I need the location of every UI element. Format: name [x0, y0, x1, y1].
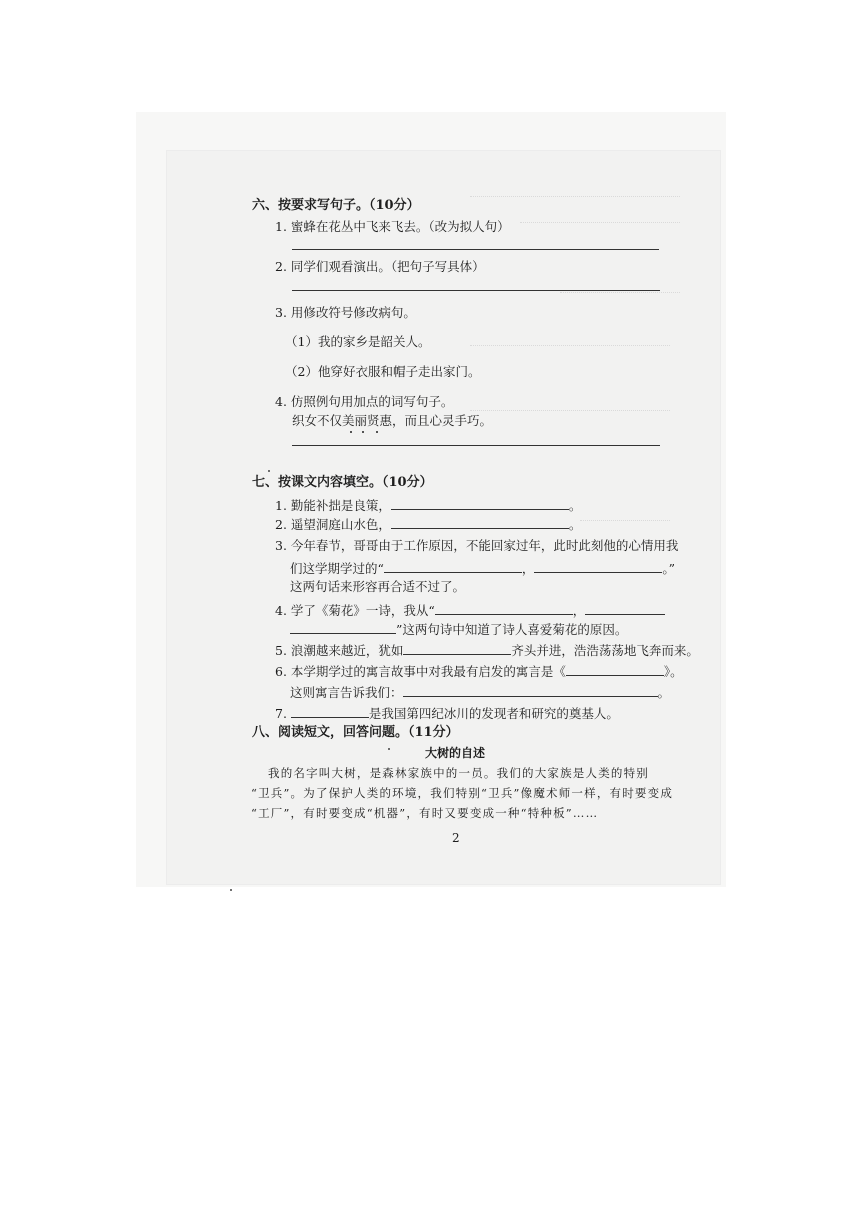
s7-q3-comma: ，	[521, 561, 535, 576]
s7-q5-blank[interactable]	[403, 641, 511, 655]
s7-q1-end: 。	[568, 498, 582, 513]
section-7-title: 七、按课文内容填空。（10分）	[252, 475, 433, 490]
s7-q1	[275, 496, 581, 514]
section-6-title: 六、按要求写句子。（10分）	[252, 198, 420, 213]
s7-q6-blank-1[interactable]	[566, 662, 664, 676]
emphasis-dot	[362, 431, 364, 433]
s7-q6-line2	[290, 683, 670, 701]
s7-q4-comma: ，	[572, 603, 586, 618]
s7-q5-tail: 齐头并进，浩浩荡荡地飞奔而来。	[511, 643, 699, 658]
s7-q2-blank[interactable]	[391, 515, 569, 529]
s7-q2-end: 。	[568, 517, 582, 532]
s7-q6-end: 。	[657, 685, 671, 700]
scan-speck	[268, 470, 270, 472]
s7-q6-lesson-prompt: 这则寓言告诉我们：	[290, 685, 403, 700]
s7-q6-blank-2[interactable]	[403, 683, 658, 697]
passage-line-3: “工厂”，有时要变成“机器”，有时又要变成一种“特种板”……	[251, 806, 599, 820]
s6-q3b-text: （2）他穿好衣服和帽子走出家门。	[285, 364, 481, 379]
s6-q3a-text: （1）我的家乡是韶关人。	[285, 334, 431, 349]
section-8-title: 八、阅读短文，回答问题。（11分）	[252, 725, 459, 740]
passage-line-2: “卫兵”。为了保护人类的环境，我们特别“卫兵”像魔术师一样，有时要变成	[251, 786, 674, 800]
s7-q3-blank-1[interactable]	[384, 559, 522, 573]
s7-q3-prompt: 们这学期学过的“	[290, 561, 384, 576]
s7-q3-line1: 3. 今年春节，哥哥由于工作原因，不能回家过年，此时此刻他的心情用我	[275, 538, 679, 553]
s7-q1-prompt: 1. 勤能补拙是良策，	[275, 498, 391, 513]
s7-q5	[275, 641, 699, 659]
bleed-through-1	[470, 196, 680, 205]
s7-q4-tail: ”这两句诗中知道了诗人喜爱菊花的原因。	[396, 622, 628, 637]
passage-title: 大树的自述	[425, 746, 486, 760]
s6-q1-answer-line[interactable]	[292, 249, 659, 250]
s7-q7-num: 7.	[275, 706, 287, 721]
s7-q1-blank[interactable]	[391, 496, 569, 510]
s6-q4-answer-line[interactable]	[292, 445, 660, 446]
s6-q3-text: 3. 用修改符号修改病句。	[275, 305, 416, 320]
s7-q2	[275, 515, 581, 533]
s6-q2-text: 2. 同学们观看演出。（把句子写具体）	[275, 259, 485, 274]
s7-q6-prompt: 6. 本学期学过的寓言故事中对我最有启发的寓言是《	[275, 664, 566, 679]
scan-speck	[388, 748, 390, 750]
s7-q4-blank-2a[interactable]	[585, 601, 665, 615]
bleed-through-5	[470, 410, 670, 419]
bleed-through-2	[520, 222, 680, 231]
bleed-through-6	[580, 520, 670, 529]
s7-q7-tail: 是我国第四纪冰川的发现者和研究的奠基人。	[368, 706, 619, 721]
s6-q2-answer-line[interactable]	[292, 290, 660, 291]
s7-q4-blank-2b[interactable]	[290, 620, 396, 634]
s7-q6-line1	[275, 662, 683, 680]
emphasis-dot	[350, 431, 352, 433]
s7-q3-blank-2[interactable]	[534, 559, 662, 573]
s7-q4-line2	[290, 620, 627, 638]
s6-q4-text: 4. 仿照例句用加点的词写句子。	[275, 394, 454, 409]
s7-q3-close: 。”	[662, 561, 676, 576]
bleed-through-3	[560, 292, 680, 301]
s7-q6-close: 》。	[663, 664, 683, 679]
s7-q4-line1	[275, 601, 665, 619]
s7-q3-line2	[290, 559, 675, 577]
s6-q4-example: 织女不仅美丽贤惠，而且心灵手巧。	[292, 413, 493, 428]
s6-q1-text: 1. 蜜蜂在花丛中飞来飞去。（改为拟人句）	[275, 219, 510, 234]
emphasis-dot	[376, 431, 378, 433]
s7-q7	[275, 704, 619, 722]
bleed-through-4	[470, 345, 670, 354]
page-number: 2	[452, 831, 460, 845]
s7-q4-prompt: 4. 学了《菊花》一诗，我从“	[275, 603, 435, 618]
s7-q4-blank-1[interactable]	[435, 601, 573, 615]
s7-q5-prompt: 5. 浪潮越来越近，犹如	[275, 643, 404, 658]
s7-q3-line3: 这两句话来形容再合适不过了。	[290, 579, 466, 594]
scan-speck	[230, 889, 232, 891]
passage-line-1: 我的名字叫大树，是森林家族中的一员。我们的大家族是人类的特别	[268, 766, 649, 780]
s7-q7-blank[interactable]	[291, 704, 369, 718]
s7-q2-prompt: 2. 遥望洞庭山水色，	[275, 517, 391, 532]
